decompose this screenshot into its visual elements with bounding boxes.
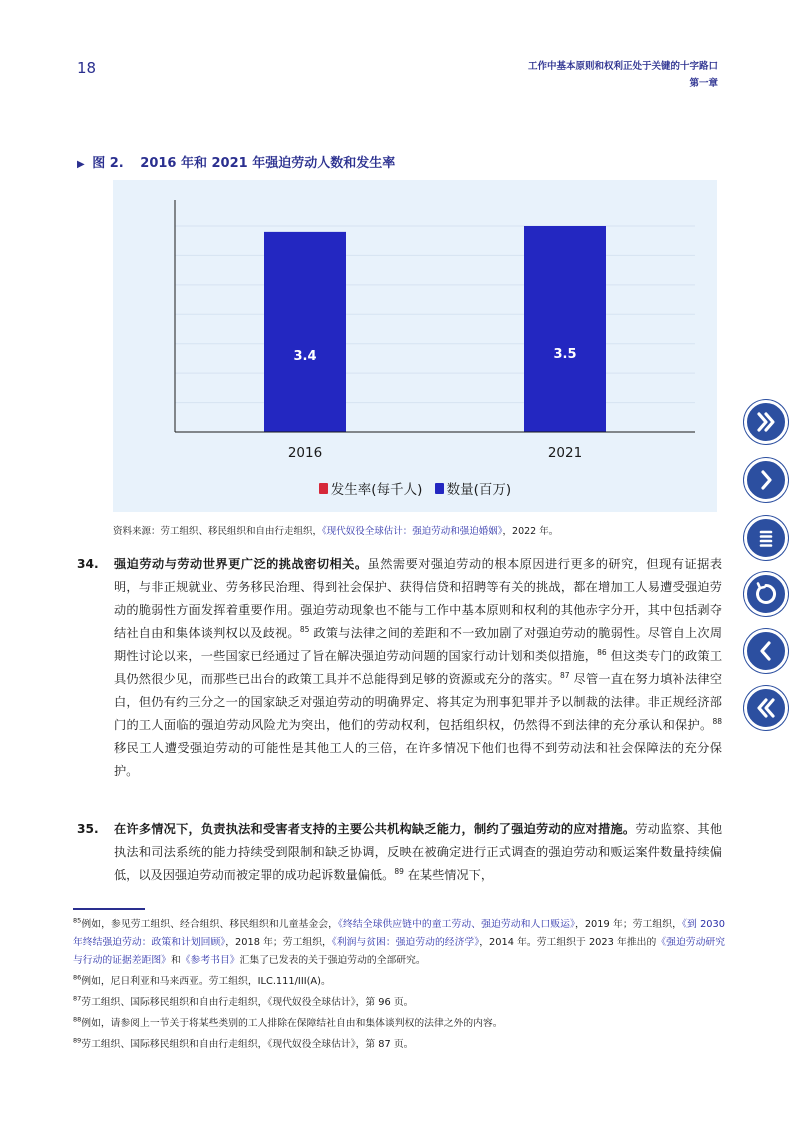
- source-link[interactable]: 《现代奴役全球估计：强迫劳动和强迫婚姻》: [322, 526, 503, 537]
- paragraph-35: [77, 818, 722, 887]
- footnote-ref[interactable]: 89: [394, 866, 404, 876]
- legend-swatch-blue: [435, 483, 444, 494]
- footnote-number: 85: [73, 916, 82, 925]
- chart-area: [113, 180, 717, 512]
- footnote-text: 劳工组织、国际移民组织和自由行走组织，《现代奴役全球估计》，第 87 页。: [81, 1039, 414, 1050]
- footnote-divider: [73, 908, 145, 910]
- footnotes: [73, 916, 725, 1057]
- figure-label: 图 2.: [92, 156, 124, 171]
- footnote-text: ，2018 年；劳工组织，: [225, 937, 332, 948]
- paragraph-body: 在某些情况下，: [403, 868, 494, 882]
- footnote-85: [73, 916, 725, 970]
- figure-title-text: 2016 年和 2021 年强迫劳动人数和发生率: [140, 156, 396, 171]
- previous-page-button[interactable]: [744, 629, 788, 673]
- go-back-button[interactable]: [744, 572, 788, 616]
- paragraph-34: [77, 553, 722, 783]
- legend-item-incidence: [319, 478, 423, 498]
- footnote-ref[interactable]: 87: [559, 670, 570, 680]
- paragraph-text: [114, 818, 722, 887]
- figure-source: [113, 523, 558, 537]
- paragraph-number: 34.: [77, 557, 99, 571]
- footnote-number: 88: [73, 1015, 82, 1024]
- figure-title: [77, 152, 395, 171]
- source-prefix: 资料来源：劳工组织、移民组织和自由行走组织，: [113, 526, 323, 537]
- footnote-88: [73, 1015, 725, 1033]
- chart-legend: [113, 478, 717, 498]
- previous-icon: [753, 638, 779, 664]
- paragraph-body: 劳动监察、其他执法和司法系统的能力持续受到限制和缺乏协调，反映在被确定进行正式调查的强迫劳动和贩运案件数量持续偏低，以及因强迫劳动而被定罪的成功起诉数量偏低。: [114, 822, 723, 882]
- footnote-text: 例如，请参阅上一节关于将某些类别的工人排除在保障结社自由和集体谈判权的法律之外的内容。: [81, 1018, 503, 1029]
- bars: [264, 226, 606, 432]
- footnote-text: ，2019 年；劳工组织，: [574, 919, 683, 930]
- paragraph-body: 政策与法律之间的差距和不一致加剧了对强迫劳动的脆弱性。尽管自上次周期性讨论以来，一些国家已经通过了旨在解决强迫劳动问题的国家行动计划和类似措施，: [114, 626, 723, 663]
- footnote-text: 例如，尼日利亚和马来西亚。劳工组织，ILC.111/III(A)。: [81, 976, 331, 987]
- paragraph-body: 移民工人遭受强迫劳动的可能性是其他工人的三倍，在许多情况下他们也得不到劳动法和社会保障法的充分保护。: [114, 741, 722, 778]
- chapter-label: 第一章: [689, 78, 718, 89]
- data-label-2021: 3.5: [553, 346, 577, 362]
- fast-rewind-button[interactable]: [744, 686, 788, 730]
- footnote-89: [73, 1036, 725, 1054]
- source-suffix: ，2022 年。: [502, 526, 559, 537]
- footnote-text: 劳工组织、国际移民组织和自由行走组织，《现代奴役全球估计》，第 96 页。: [81, 997, 414, 1008]
- paragraph-lead: 在许多情况下，负责执法和受害者支持的主要公共机构缺乏能力，制约了强迫劳动的应对措施。: [114, 822, 636, 836]
- footnote-number: 86: [73, 973, 82, 982]
- grid-lines: [175, 226, 695, 403]
- legend-label-number: 数量(百万): [446, 482, 512, 498]
- footnote-link[interactable]: 《到 2030 年终结强迫劳动：政策和计划回顾》: [73, 919, 726, 948]
- legend-item-number: [435, 478, 512, 498]
- footnote-number: 89: [73, 1036, 82, 1045]
- back-icon: [752, 580, 780, 608]
- paragraph-lead: 强迫劳动与劳动世界更广泛的挑战密切相关。: [114, 557, 368, 571]
- legend-swatch-red: [319, 483, 328, 494]
- footnote-link[interactable]: 《参考书目》: [180, 955, 240, 966]
- next-icon: [753, 467, 779, 493]
- footnote-text: 汇集了已发表的关于强迫劳动的全部研究。: [239, 955, 426, 966]
- contents-menu-button[interactable]: [744, 516, 788, 560]
- next-page-button[interactable]: [744, 458, 788, 502]
- footnote-ref[interactable]: 88: [712, 716, 722, 726]
- x-tick-label-2021: 2021: [547, 445, 583, 461]
- bar-chart: [113, 180, 717, 512]
- data-label-2016: 3.4: [293, 348, 317, 364]
- footnote-ref[interactable]: 86: [597, 647, 607, 657]
- footnote-text: 和: [170, 955, 181, 966]
- page-number: 18: [77, 59, 97, 77]
- running-header: [528, 58, 718, 92]
- footnote-ref[interactable]: 85: [299, 624, 310, 634]
- paragraph-body: 虽然需要对强迫劳动的根本原因进行更多的研究，但现有证据表明，与非正规就业、劳务移民治理、得到社会保护、获得信贷和招聘等有关的挑战，都在增加工人易遭受强迫劳动的脆弱性方面发挥着重要作用。强迫劳动现象也不能与工作中基本原则和权利的其他赤字分开，其中包括剥夺结社自由和集体谈判权以及歧视。: [114, 557, 723, 640]
- paragraph-body: 但这类专门的政策工具仍然很少见，而那些已出台的政策工具并不总能得到足够的资源或充分的落实。: [114, 649, 723, 686]
- fast-rewind-icon: [753, 695, 779, 721]
- footnote-text: ，2014 年。劳工组织于 2023 年推出的: [479, 937, 657, 948]
- menu-icon: [753, 525, 779, 551]
- bar-2021: [524, 226, 606, 432]
- paragraph-text: [114, 553, 722, 783]
- footnote-link[interactable]: 《终结全球供应链中的童工劳动、强迫劳动和人口贩运》: [337, 919, 575, 930]
- fast-forward-button[interactable]: [744, 400, 788, 444]
- footnote-number: 87: [73, 994, 82, 1003]
- paragraph-number: 35.: [77, 822, 99, 836]
- footnote-86: [73, 973, 725, 991]
- footnote-link[interactable]: 《利润与贫困：强迫劳动的经济学》: [331, 937, 480, 948]
- footnote-text: 例如，参见劳工组织、经合组织、移民组织和儿童基金会，: [81, 919, 338, 930]
- x-tick-label-2016: 2016: [287, 445, 323, 461]
- triangle-marker-icon: ▶: [77, 159, 85, 170]
- footnote-link[interactable]: 《强迫劳动研究与行动的证据差距图》: [73, 937, 726, 966]
- paragraph-body: 尽管一直在努力填补法律空白，但仍有约三分之一的国家缺乏对强迫劳动的明确界定、将其定为刑事犯罪并予以制裁的法律。非正规经济部门的工人面临的强迫劳动风险尤为突出，他们的劳动权利，包括组织权，仍然得不到法律的充分承认和保护。: [114, 672, 723, 732]
- running-title: 工作中基本原则和权利正处于关键的十字路口: [527, 61, 718, 72]
- bar-2016: [264, 232, 346, 432]
- footnote-87: [73, 994, 725, 1012]
- legend-label-incidence: 发生率(每千人): [330, 482, 423, 498]
- fast-forward-icon: [753, 409, 779, 435]
